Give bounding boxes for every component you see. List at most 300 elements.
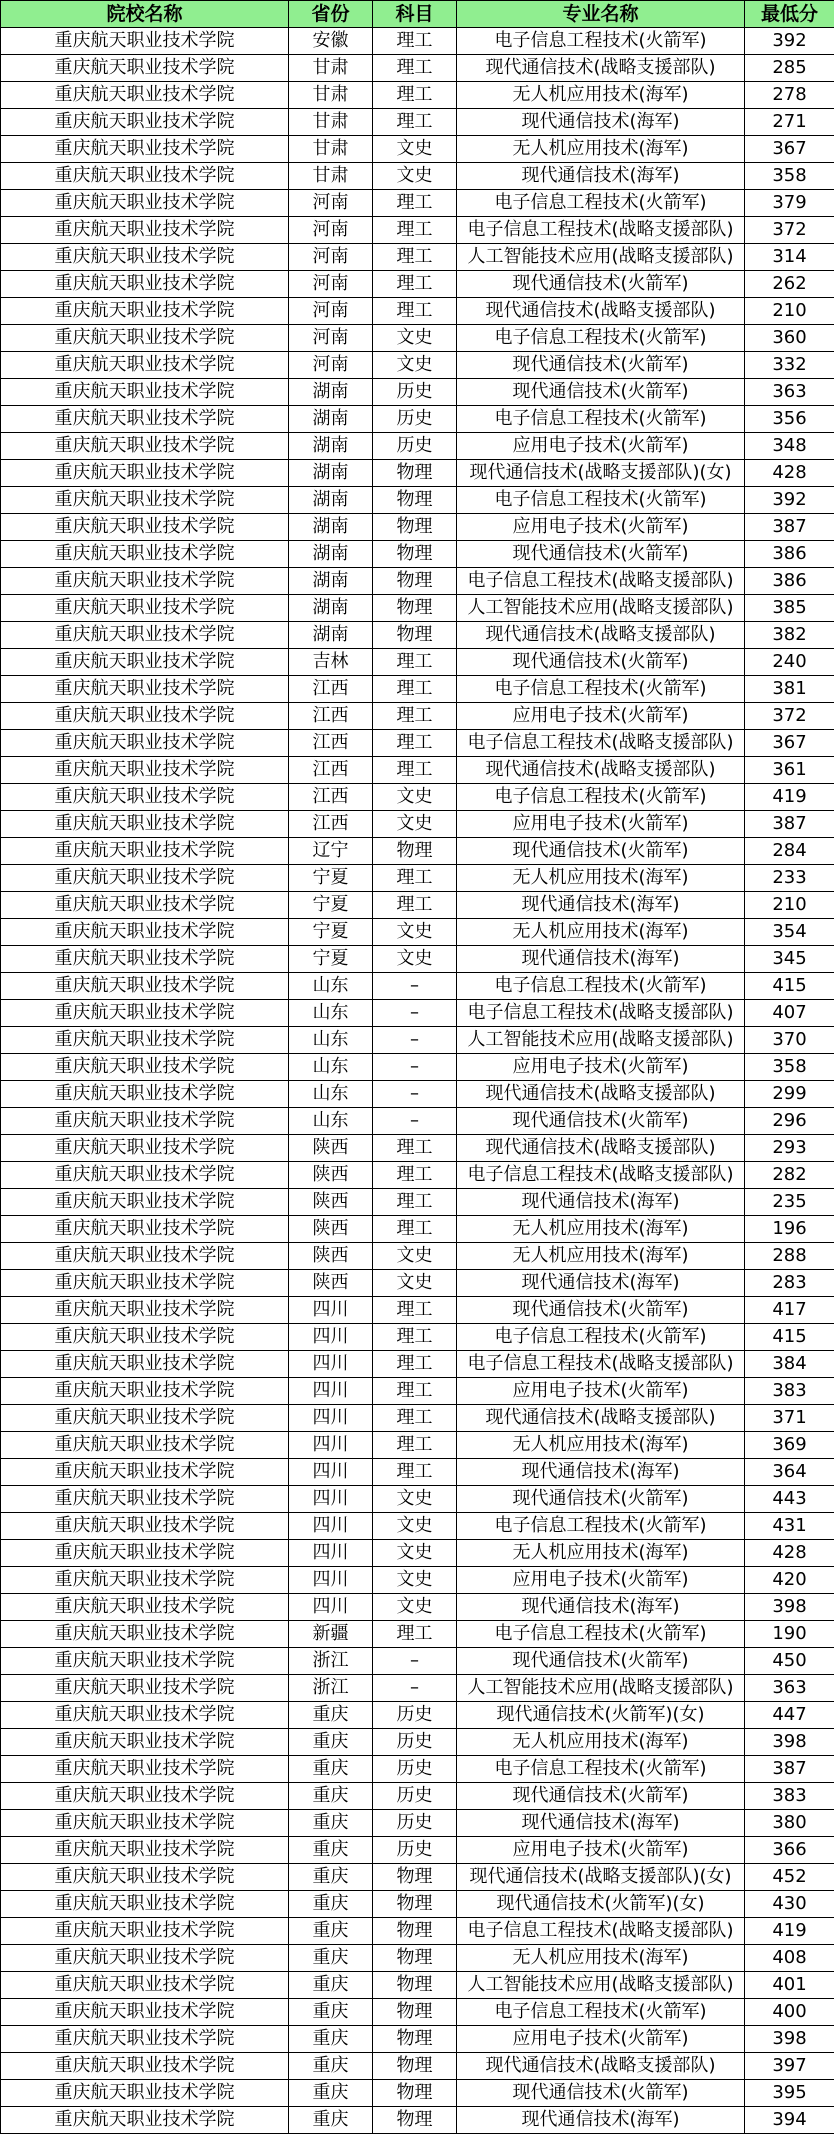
- subject-cell: 文史: [373, 784, 457, 811]
- province-cell: 重庆: [289, 1972, 373, 1999]
- major-cell: 现代通信技术(海军): [457, 1594, 745, 1621]
- subject-cell: 理工: [373, 109, 457, 136]
- school-cell: 重庆航天职业技术学院: [1, 757, 289, 784]
- school-cell: 重庆航天职业技术学院: [1, 190, 289, 217]
- subject-cell: 文史: [373, 352, 457, 379]
- table-row: [1, 55, 834, 82]
- min-score-cell: 385: [745, 595, 834, 622]
- school-cell: 重庆航天职业技术学院: [1, 703, 289, 730]
- major-cell: 现代通信技术(海军): [457, 2107, 745, 2134]
- school-cell: 重庆航天职业技术学院: [1, 919, 289, 946]
- table-row: [1, 1891, 834, 1918]
- subject-cell: 理工: [373, 1621, 457, 1648]
- major-cell: 电子信息工程技术(火箭军): [457, 784, 745, 811]
- province-cell: 陕西: [289, 1189, 373, 1216]
- province-cell: 湖南: [289, 568, 373, 595]
- subject-cell: 理工: [373, 865, 457, 892]
- province-cell: 四川: [289, 1297, 373, 1324]
- school-cell: 重庆航天职业技术学院: [1, 1081, 289, 1108]
- subject-cell: 理工: [373, 1162, 457, 1189]
- table-row: [1, 730, 834, 757]
- table-row: [1, 2026, 834, 2053]
- subject-cell: –: [373, 1081, 457, 1108]
- table-row: [1, 136, 834, 163]
- subject-cell: 历史: [373, 1810, 457, 1837]
- major-cell: 现代通信技术(海军): [457, 1459, 745, 1486]
- min-score-cell: 296: [745, 1108, 834, 1135]
- table-row: [1, 82, 834, 109]
- school-cell: 重庆航天职业技术学院: [1, 1189, 289, 1216]
- school-cell: 重庆航天职业技术学院: [1, 730, 289, 757]
- school-cell: 重庆航天职业技术学院: [1, 622, 289, 649]
- subject-cell: 理工: [373, 1378, 457, 1405]
- table-body: [1, 28, 834, 2134]
- major-cell: 无人机应用技术(海军): [457, 1243, 745, 1270]
- province-cell: 江西: [289, 757, 373, 784]
- province-cell: 江西: [289, 811, 373, 838]
- province-cell: 湖南: [289, 433, 373, 460]
- major-cell: 应用电子技术(火箭军): [457, 2026, 745, 2053]
- school-cell: 重庆航天职业技术学院: [1, 487, 289, 514]
- table-row: [1, 784, 834, 811]
- table-row: [1, 190, 834, 217]
- major-cell: 现代通信技术(海军): [457, 1270, 745, 1297]
- subject-cell: 理工: [373, 892, 457, 919]
- table-row: [1, 1810, 834, 1837]
- school-cell: 重庆航天职业技术学院: [1, 163, 289, 190]
- school-cell: 重庆航天职业技术学院: [1, 1027, 289, 1054]
- province-cell: 四川: [289, 1351, 373, 1378]
- province-cell: 山东: [289, 1000, 373, 1027]
- school-cell: 重庆航天职业技术学院: [1, 649, 289, 676]
- school-cell: 重庆航天职业技术学院: [1, 1675, 289, 1702]
- province-cell: 安徽: [289, 28, 373, 55]
- min-score-cell: 235: [745, 1189, 834, 1216]
- table-row: [1, 1351, 834, 1378]
- school-cell: 重庆航天职业技术学院: [1, 2107, 289, 2134]
- subject-cell: 物理: [373, 622, 457, 649]
- table-row: [1, 1918, 834, 1945]
- major-cell: 电子信息工程技术(火箭军): [457, 676, 745, 703]
- subject-cell: 文史: [373, 1243, 457, 1270]
- min-score-cell: 363: [745, 1675, 834, 1702]
- table-row: [1, 1297, 834, 1324]
- school-cell: 重庆航天职业技术学院: [1, 1000, 289, 1027]
- school-cell: 重庆航天职业技术学院: [1, 1621, 289, 1648]
- major-cell: 无人机应用技术(海军): [457, 82, 745, 109]
- province-cell: 河南: [289, 217, 373, 244]
- major-cell: 电子信息工程技术(火箭军): [457, 1513, 745, 1540]
- table-row: [1, 514, 834, 541]
- school-cell: 重庆航天职业技术学院: [1, 1540, 289, 1567]
- school-cell: 重庆航天职业技术学院: [1, 1270, 289, 1297]
- major-cell: 人工智能技术应用(战略支援部队): [457, 1675, 745, 1702]
- subject-cell: 文史: [373, 136, 457, 163]
- min-score-cell: 387: [745, 1756, 834, 1783]
- min-score-cell: 384: [745, 1351, 834, 1378]
- min-score-cell: 383: [745, 1783, 834, 1810]
- min-score-cell: 367: [745, 136, 834, 163]
- school-cell: 重庆航天职业技术学院: [1, 1891, 289, 1918]
- table-row: [1, 676, 834, 703]
- school-cell: 重庆航天职业技术学院: [1, 352, 289, 379]
- subject-cell: 历史: [373, 1837, 457, 1864]
- subject-cell: 理工: [373, 82, 457, 109]
- school-cell: 重庆航天职业技术学院: [1, 1216, 289, 1243]
- subject-cell: 物理: [373, 1999, 457, 2026]
- major-cell: 现代通信技术(海军): [457, 892, 745, 919]
- min-score-cell: 345: [745, 946, 834, 973]
- province-cell: 重庆: [289, 1891, 373, 1918]
- province-cell: 陕西: [289, 1216, 373, 1243]
- school-cell: 重庆航天职业技术学院: [1, 568, 289, 595]
- table-row: [1, 1864, 834, 1891]
- subject-cell: 文史: [373, 1513, 457, 1540]
- province-cell: 浙江: [289, 1648, 373, 1675]
- province-cell: 四川: [289, 1405, 373, 1432]
- major-cell: 现代通信技术(战略支援部队): [457, 1135, 745, 1162]
- min-score-cell: 387: [745, 514, 834, 541]
- min-score-cell: 398: [745, 1729, 834, 1756]
- table-row: [1, 1054, 834, 1081]
- school-cell: 重庆航天职业技术学院: [1, 1135, 289, 1162]
- min-score-cell: 190: [745, 1621, 834, 1648]
- min-score-cell: 408: [745, 1945, 834, 1972]
- subject-cell: 文史: [373, 163, 457, 190]
- major-cell: 现代通信技术(战略支援部队): [457, 2053, 745, 2080]
- major-cell: 无人机应用技术(海军): [457, 865, 745, 892]
- min-score-cell: 369: [745, 1432, 834, 1459]
- subject-cell: 历史: [373, 1783, 457, 1810]
- subject-cell: –: [373, 1675, 457, 1702]
- min-score-cell: 386: [745, 541, 834, 568]
- province-cell: 陕西: [289, 1162, 373, 1189]
- table-row: [1, 1081, 834, 1108]
- province-cell: 陕西: [289, 1243, 373, 1270]
- table-row: [1, 244, 834, 271]
- school-cell: 重庆航天职业技术学院: [1, 1702, 289, 1729]
- subject-cell: –: [373, 1648, 457, 1675]
- subject-cell: 理工: [373, 730, 457, 757]
- school-cell: 重庆航天职业技术学院: [1, 82, 289, 109]
- min-score-cell: 360: [745, 325, 834, 352]
- major-cell: 无人机应用技术(海军): [457, 1945, 745, 1972]
- school-cell: 重庆航天职业技术学院: [1, 784, 289, 811]
- subject-cell: 文史: [373, 946, 457, 973]
- major-cell: 电子信息工程技术(火箭军): [457, 1999, 745, 2026]
- subject-cell: 物理: [373, 514, 457, 541]
- subject-cell: 理工: [373, 1405, 457, 1432]
- subject-cell: 理工: [373, 1324, 457, 1351]
- school-cell: 重庆航天职业技术学院: [1, 2026, 289, 2053]
- school-cell: 重庆航天职业技术学院: [1, 1351, 289, 1378]
- min-score-cell: 356: [745, 406, 834, 433]
- min-score-cell: 383: [745, 1378, 834, 1405]
- min-score-cell: 392: [745, 28, 834, 55]
- min-score-cell: 372: [745, 217, 834, 244]
- subject-cell: 历史: [373, 1702, 457, 1729]
- province-cell: 四川: [289, 1567, 373, 1594]
- table-row: [1, 946, 834, 973]
- subject-cell: 物理: [373, 2107, 457, 2134]
- major-cell: 电子信息工程技术(火箭军): [457, 487, 745, 514]
- min-score-cell: 370: [745, 1027, 834, 1054]
- min-score-cell: 407: [745, 1000, 834, 1027]
- table-row: [1, 1324, 834, 1351]
- table-row: [1, 541, 834, 568]
- subject-cell: 理工: [373, 676, 457, 703]
- table-row: [1, 1621, 834, 1648]
- major-cell: 现代通信技术(海军): [457, 946, 745, 973]
- school-cell: 重庆航天职业技术学院: [1, 946, 289, 973]
- min-score-cell: 210: [745, 892, 834, 919]
- school-cell: 重庆航天职业技术学院: [1, 1459, 289, 1486]
- table-row: [1, 919, 834, 946]
- province-cell: 吉林: [289, 649, 373, 676]
- table-row: [1, 838, 834, 865]
- province-cell: 湖南: [289, 595, 373, 622]
- school-cell: 重庆航天职业技术学院: [1, 1945, 289, 1972]
- table-row: [1, 1486, 834, 1513]
- province-cell: 江西: [289, 730, 373, 757]
- major-cell: 电子信息工程技术(火箭军): [457, 406, 745, 433]
- subject-cell: 物理: [373, 541, 457, 568]
- table-row: [1, 568, 834, 595]
- table-row: [1, 217, 834, 244]
- min-score-cell: 398: [745, 2026, 834, 2053]
- province-cell: 湖南: [289, 379, 373, 406]
- table-row: [1, 298, 834, 325]
- table-row: [1, 1243, 834, 1270]
- major-cell: 无人机应用技术(海军): [457, 1216, 745, 1243]
- major-cell: 现代通信技术(火箭军)(女): [457, 1702, 745, 1729]
- subject-cell: 理工: [373, 1459, 457, 1486]
- province-cell: 甘肃: [289, 55, 373, 82]
- province-cell: 四川: [289, 1486, 373, 1513]
- table-row: [1, 811, 834, 838]
- table-row: [1, 1567, 834, 1594]
- subject-cell: 理工: [373, 1216, 457, 1243]
- subject-cell: 文史: [373, 325, 457, 352]
- major-cell: 现代通信技术(火箭军): [457, 1486, 745, 1513]
- province-cell: 四川: [289, 1594, 373, 1621]
- subject-cell: 历史: [373, 1756, 457, 1783]
- subject-cell: 物理: [373, 2053, 457, 2080]
- school-cell: 重庆航天职业技术学院: [1, 271, 289, 298]
- school-cell: 重庆航天职业技术学院: [1, 541, 289, 568]
- province-cell: 山东: [289, 973, 373, 1000]
- major-cell: 无人机应用技术(海军): [457, 136, 745, 163]
- min-score-cell: 282: [745, 1162, 834, 1189]
- school-cell: 重庆航天职业技术学院: [1, 1756, 289, 1783]
- province-cell: 山东: [289, 1027, 373, 1054]
- major-cell: 无人机应用技术(海军): [457, 1729, 745, 1756]
- subject-cell: 理工: [373, 1351, 457, 1378]
- table-row: [1, 28, 834, 55]
- table-row: [1, 1729, 834, 1756]
- table-header-row: [1, 1, 834, 28]
- major-cell: 现代通信技术(火箭军): [457, 1108, 745, 1135]
- major-cell: 应用电子技术(火箭军): [457, 1837, 745, 1864]
- major-cell: 现代通信技术(战略支援部队): [457, 1081, 745, 1108]
- province-cell: 湖南: [289, 406, 373, 433]
- major-cell: 现代通信技术(火箭军): [457, 838, 745, 865]
- table-row: [1, 379, 834, 406]
- subject-cell: 物理: [373, 595, 457, 622]
- major-cell: 现代通信技术(火箭军): [457, 379, 745, 406]
- table-row: [1, 352, 834, 379]
- province-cell: 甘肃: [289, 82, 373, 109]
- table-row: [1, 1594, 834, 1621]
- province-cell: 四川: [289, 1432, 373, 1459]
- table-row: [1, 649, 834, 676]
- province-cell: 河南: [289, 244, 373, 271]
- header-province: 省份: [289, 1, 373, 28]
- province-cell: 河南: [289, 298, 373, 325]
- major-cell: 现代通信技术(战略支援部队): [457, 622, 745, 649]
- major-cell: 电子信息工程技术(战略支援部队): [457, 730, 745, 757]
- table-row: [1, 1999, 834, 2026]
- school-cell: 重庆航天职业技术学院: [1, 1837, 289, 1864]
- table-row: [1, 1405, 834, 1432]
- table-row: [1, 1189, 834, 1216]
- table-row: [1, 757, 834, 784]
- min-score-cell: 386: [745, 568, 834, 595]
- major-cell: 电子信息工程技术(火箭军): [457, 1324, 745, 1351]
- min-score-cell: 398: [745, 1594, 834, 1621]
- school-cell: 重庆航天职业技术学院: [1, 1108, 289, 1135]
- subject-cell: 理工: [373, 1432, 457, 1459]
- min-score-cell: 382: [745, 622, 834, 649]
- province-cell: 宁夏: [289, 865, 373, 892]
- subject-cell: 物理: [373, 568, 457, 595]
- min-score-cell: 380: [745, 1810, 834, 1837]
- min-score-cell: 367: [745, 730, 834, 757]
- school-cell: 重庆航天职业技术学院: [1, 676, 289, 703]
- major-cell: 人工智能技术应用(战略支援部队): [457, 244, 745, 271]
- major-cell: 应用电子技术(火箭军): [457, 1054, 745, 1081]
- school-cell: 重庆航天职业技术学院: [1, 1054, 289, 1081]
- header-school: 院校名称: [1, 1, 289, 28]
- major-cell: 电子信息工程技术(战略支援部队): [457, 1918, 745, 1945]
- min-score-cell: 397: [745, 2053, 834, 2080]
- province-cell: 湖南: [289, 460, 373, 487]
- subject-cell: 物理: [373, 838, 457, 865]
- major-cell: 应用电子技术(火箭军): [457, 1567, 745, 1594]
- min-score-cell: 371: [745, 1405, 834, 1432]
- major-cell: 电子信息工程技术(火箭军): [457, 28, 745, 55]
- table-row: [1, 460, 834, 487]
- school-cell: 重庆航天职业技术学院: [1, 892, 289, 919]
- province-cell: 宁夏: [289, 946, 373, 973]
- province-cell: 陕西: [289, 1135, 373, 1162]
- school-cell: 重庆航天职业技术学院: [1, 406, 289, 433]
- province-cell: 宁夏: [289, 892, 373, 919]
- major-cell: 电子信息工程技术(火箭军): [457, 1756, 745, 1783]
- major-cell: 无人机应用技术(海军): [457, 1540, 745, 1567]
- major-cell: 现代通信技术(火箭军): [457, 1783, 745, 1810]
- school-cell: 重庆航天职业技术学院: [1, 1486, 289, 1513]
- major-cell: 电子信息工程技术(战略支援部队): [457, 568, 745, 595]
- school-cell: 重庆航天职业技术学院: [1, 1810, 289, 1837]
- major-cell: 应用电子技术(火箭军): [457, 811, 745, 838]
- min-score-cell: 430: [745, 1891, 834, 1918]
- min-score-cell: 379: [745, 190, 834, 217]
- table-row: [1, 163, 834, 190]
- major-cell: 现代通信技术(火箭军): [457, 352, 745, 379]
- min-score-cell: 428: [745, 460, 834, 487]
- province-cell: 重庆: [289, 2080, 373, 2107]
- min-score-cell: 392: [745, 487, 834, 514]
- table-row: [1, 2053, 834, 2080]
- province-cell: 重庆: [289, 1837, 373, 1864]
- province-cell: 陕西: [289, 1270, 373, 1297]
- table-row: [1, 325, 834, 352]
- min-score-cell: 348: [745, 433, 834, 460]
- school-cell: 重庆航天职业技术学院: [1, 1432, 289, 1459]
- table-row: [1, 2080, 834, 2107]
- min-score-cell: 293: [745, 1135, 834, 1162]
- min-score-cell: 381: [745, 676, 834, 703]
- subject-cell: 物理: [373, 2080, 457, 2107]
- province-cell: 重庆: [289, 1945, 373, 1972]
- min-score-cell: 354: [745, 919, 834, 946]
- subject-cell: 理工: [373, 1297, 457, 1324]
- major-cell: 电子信息工程技术(战略支援部队): [457, 1351, 745, 1378]
- major-cell: 电子信息工程技术(火箭军): [457, 1621, 745, 1648]
- min-score-cell: 314: [745, 244, 834, 271]
- province-cell: 重庆: [289, 1729, 373, 1756]
- min-score-cell: 285: [745, 55, 834, 82]
- subject-cell: 文史: [373, 1486, 457, 1513]
- subject-cell: 文史: [373, 1594, 457, 1621]
- major-cell: 现代通信技术(火箭军): [457, 271, 745, 298]
- header-major: 专业名称: [457, 1, 745, 28]
- school-cell: 重庆航天职业技术学院: [1, 136, 289, 163]
- min-score-cell: 450: [745, 1648, 834, 1675]
- province-cell: 重庆: [289, 1918, 373, 1945]
- min-score-cell: 417: [745, 1297, 834, 1324]
- school-cell: 重庆航天职业技术学院: [1, 379, 289, 406]
- major-cell: 现代通信技术(海军): [457, 1810, 745, 1837]
- table-row: [1, 1270, 834, 1297]
- school-cell: 重庆航天职业技术学院: [1, 1918, 289, 1945]
- table-row: [1, 1675, 834, 1702]
- major-cell: 无人机应用技术(海军): [457, 1432, 745, 1459]
- subject-cell: –: [373, 1027, 457, 1054]
- school-cell: 重庆航天职业技术学院: [1, 433, 289, 460]
- min-score-cell: 447: [745, 1702, 834, 1729]
- subject-cell: 历史: [373, 433, 457, 460]
- province-cell: 重庆: [289, 1756, 373, 1783]
- school-cell: 重庆航天职业技术学院: [1, 1162, 289, 1189]
- province-cell: 宁夏: [289, 919, 373, 946]
- min-score-cell: 358: [745, 163, 834, 190]
- table-row: [1, 406, 834, 433]
- school-cell: 重庆航天职业技术学院: [1, 595, 289, 622]
- table-row: [1, 1702, 834, 1729]
- province-cell: 河南: [289, 325, 373, 352]
- school-cell: 重庆航天职业技术学院: [1, 2053, 289, 2080]
- table-row: [1, 703, 834, 730]
- school-cell: 重庆航天职业技术学院: [1, 1324, 289, 1351]
- subject-cell: 物理: [373, 2026, 457, 2053]
- major-cell: 现代通信技术(海军): [457, 163, 745, 190]
- min-score-cell: 288: [745, 1243, 834, 1270]
- province-cell: 甘肃: [289, 109, 373, 136]
- school-cell: 重庆航天职业技术学院: [1, 1729, 289, 1756]
- table-row: [1, 622, 834, 649]
